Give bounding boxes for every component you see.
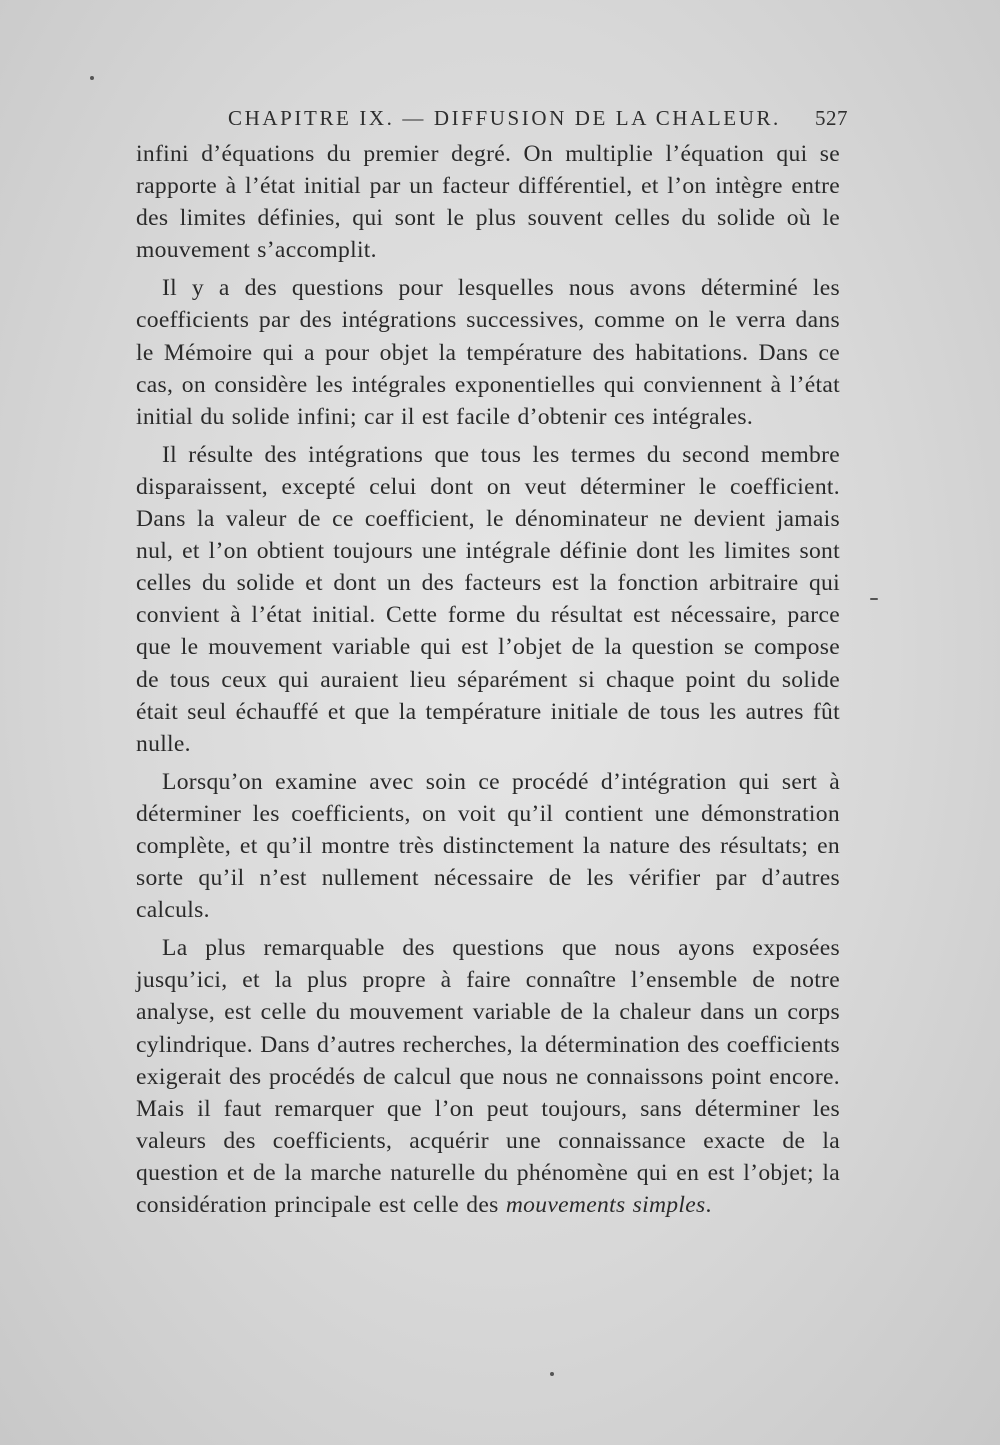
scan-speck (90, 76, 94, 80)
paragraph-5-end: . (705, 1192, 712, 1218)
paragraph-3: Il résulte des intégrations que tous les termes du second membre disparaissent, excepté celui dont on veut déterminer le coefficient. Dans la valeur de ce coefficient, le dénominateur ne devient jamais nul, et l’on obtient toujours une intégrale définie dont les limites sont celles du solide et dont un des facteurs est la fonction arbitraire qui convient à l’état initial. Cette forme du résultat est nécessaire, parce que le mouvement variable qui est l’objet de la question se compose de tous ceux qui auraient lieu séparément si chaque point du solide était seul échauffé et que la température initiale de tous les autres fût nulle. (136, 441, 840, 757)
paragraph-2: Il y a des questions pour lesquelles nous avons déterminé les coefficients par des intégrations successives, comme on le verra dans le Mémoire qui a pour objet la température des habitations. Dans ce cas, on considère les intégrales exponentielles qui conviennent à l’état initial du solide infini; car il est facile d’obtenir ces intégrales. (136, 275, 840, 430)
scan-speck (550, 1372, 554, 1376)
running-title: CHAPITRE IX. — DIFFUSION DE LA CHALEUR. (228, 106, 781, 130)
paragraph-continuation: infini d’équations du premier degré. On multiplie l’équation qui se rapporte à l’état initial par un facteur différentiel, et l’on intègre entre des limites définies, qui sont le plus souvent celles du solide où le mouvement s’accomplit. (136, 141, 840, 264)
paragraph-4: Lorsqu’on examine avec soin ce procédé d’intégration qui sert à déterminer les coefficients, on voit qu’il contient une démonstration complète, et qu’il montre très distinctement la nature des résultats; en sorte qu’il n’est nullement nécessaire de les vérifier par d’autres calculs. (136, 768, 840, 924)
paragraph-5 (136, 932, 840, 1221)
italic-phrase: mouvements simples (505, 1192, 706, 1218)
running-head (228, 106, 848, 131)
body-text (136, 138, 840, 1227)
scan-mark (870, 598, 878, 600)
page-number: 527 (815, 106, 848, 130)
paragraph-5-text: La plus remarquable des questions que nous ayons exposées jusqu’ici, et la plus propre à faire connaître l’ensemble de notre analyse, est celle du mouvement variable de la chaleur dans un corps cylindrique. Dans d’autres recherches, la détermination des coefficients exigerait des procédés de calcul que nous ne connaissons point encore. Mais il faut remarquer que l’on peut toujours, sans déterminer les valeurs des coefficients, acquérir une connaissance exacte de la question et de la marche naturelle du phénomène qui en est l’objet; la considération principale est celle des (136, 935, 840, 1218)
